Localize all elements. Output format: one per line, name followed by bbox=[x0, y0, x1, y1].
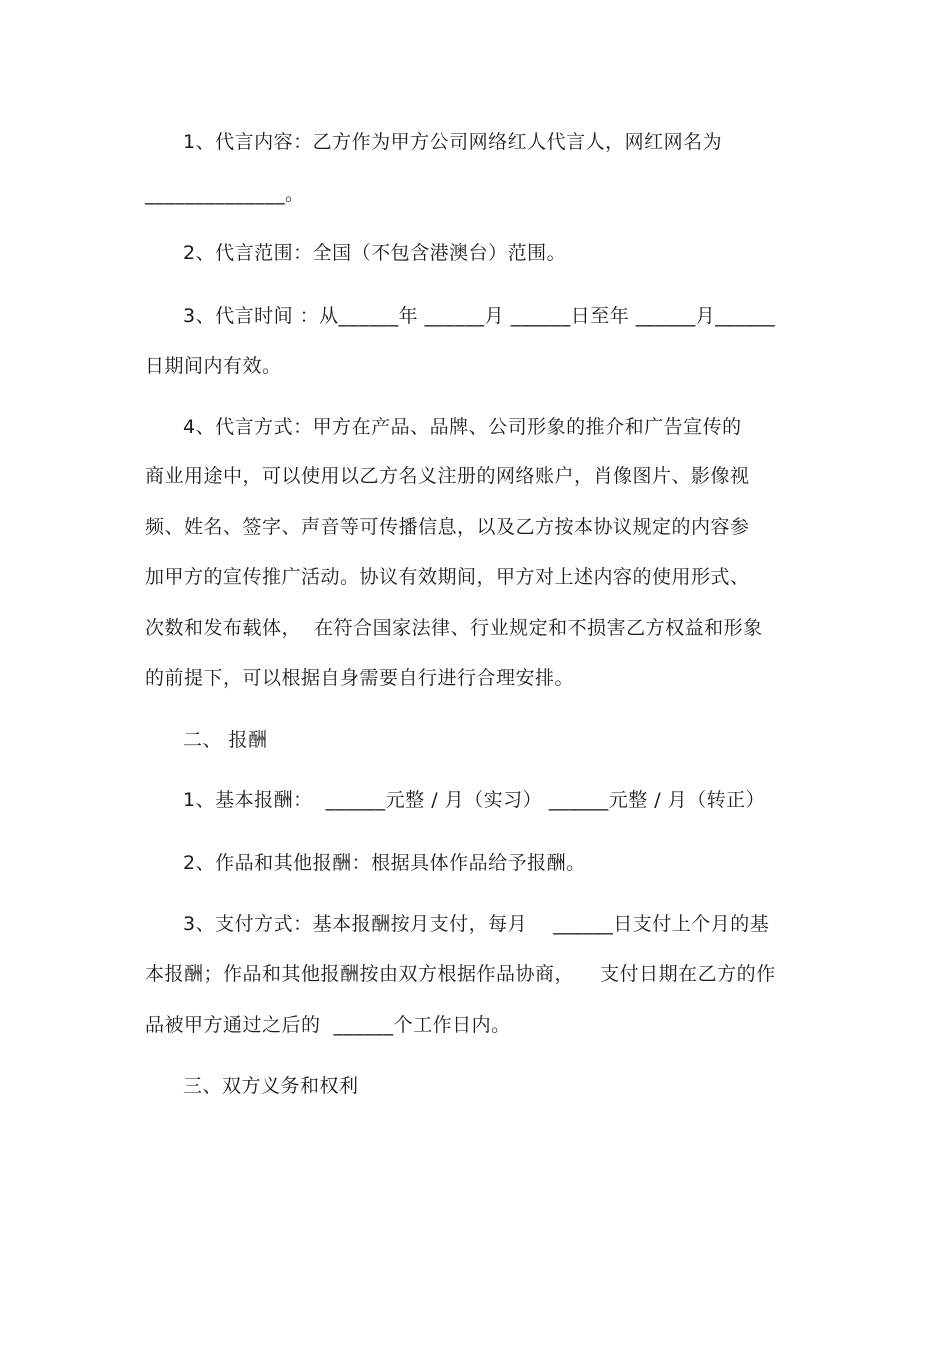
clause-4-method-line-4: 加甲方的宣传推广活动。协议有效期间，甲方对上述内容的使用形式、 bbox=[145, 566, 750, 588]
clause-4-method-line-3: 频、姓名、签字、声音等可传播信息，以及乙方按本协议规定的内容参 bbox=[145, 516, 750, 538]
clause-4-method-line-1: 4、代言方式：甲方在产品、品牌、公司形象的推介和广告宣传的 bbox=[183, 416, 742, 438]
clause-2-scope: 2、代言范围：全国（不包含港澳台）范围。 bbox=[183, 242, 567, 264]
section-3-heading: 三、双方义务和权利 bbox=[183, 1075, 359, 1097]
clause-4-method-line-5: 次数和发布载体， 在符合国家法律、行业规定和不损害乙方权益和形象 bbox=[145, 617, 763, 639]
remuneration-3-payment-line-2: 本报酬；作品和其他报酬按由双方根据作品协商， 支付日期在乙方的作 bbox=[145, 963, 776, 985]
clause-3-term-line-2: 日期间内有效。 bbox=[145, 355, 282, 377]
section-2-heading: 二、 报酬 bbox=[183, 729, 268, 751]
clause-3-term-line-1: 3、代言时间 ：从______年 ______月 ______日至年 ______月______ bbox=[183, 305, 776, 327]
remuneration-2-works: 2、作品和其他报酬：根据具体作品给予报酬。 bbox=[183, 852, 586, 874]
remuneration-1-basic: 1、基本报酬： ______元整 / 月（实习） ______元整 / 月（转正） bbox=[183, 789, 766, 811]
remuneration-3-payment-line-1: 3、支付方式：基本报酬按月支付，每月 ______日支付上个月的基 bbox=[183, 913, 770, 935]
clause-4-method-line-2: 商业用途中，可以使用以乙方名义注册的网络账户，肖像图片、影像视 bbox=[145, 465, 750, 487]
remuneration-3-payment-line-3: 品被甲方通过之后的 ______个工作日内。 bbox=[145, 1014, 511, 1036]
clause-1-content-line-1: 1、代言内容：乙方作为甲方公司网络红人代言人，网红网名为 bbox=[183, 131, 723, 153]
clause-4-method-line-6: 的前提下，可以根据自身需要自行进行合理安排。 bbox=[145, 667, 575, 689]
clause-1-content-line-2: ______________。 bbox=[145, 183, 305, 205]
